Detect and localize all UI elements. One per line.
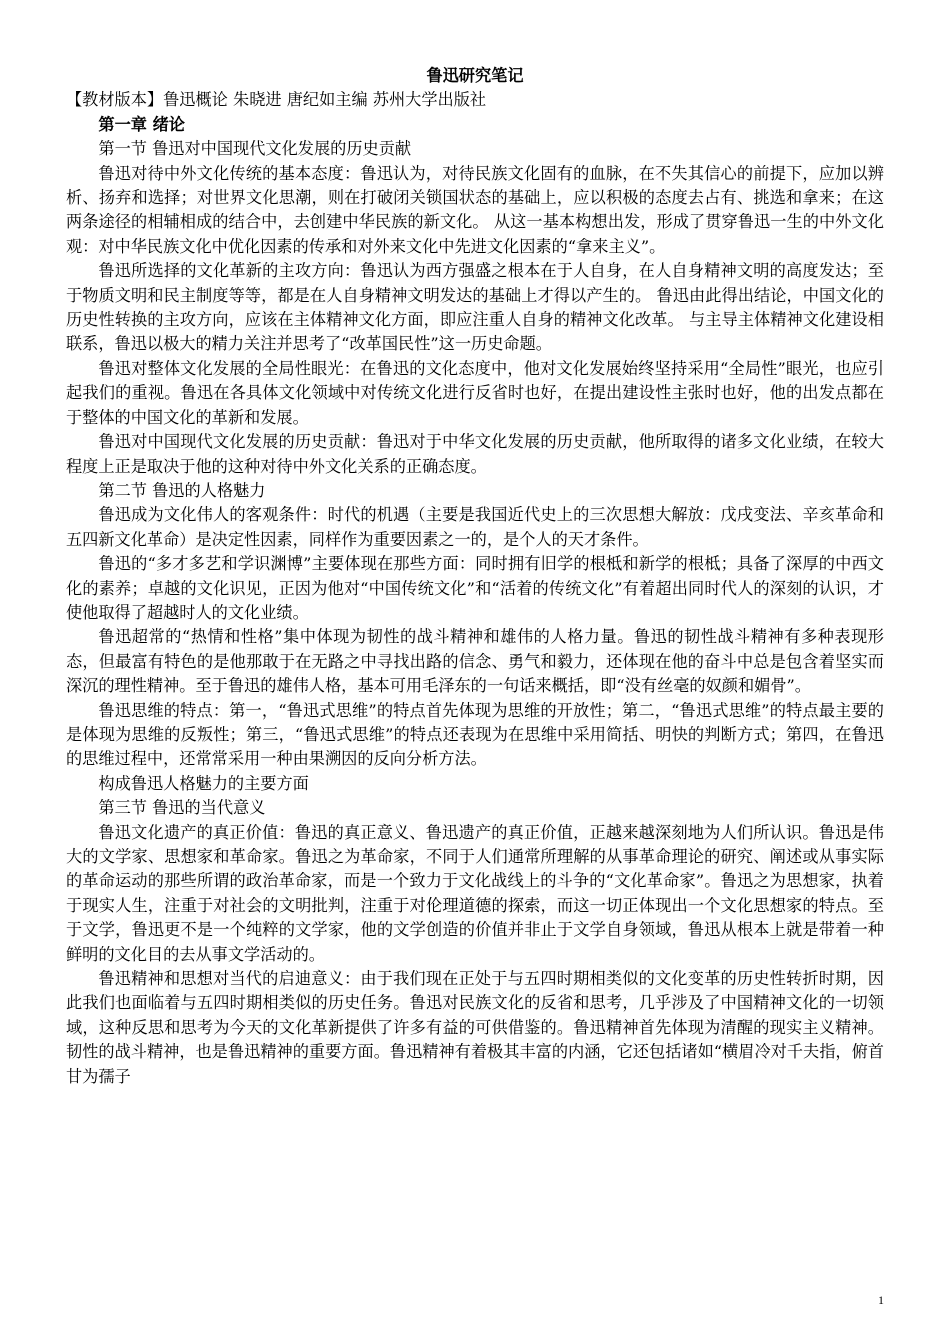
paragraph: 鲁迅超常的“热情和性格”集中体现为韧性的战斗精神和雄伟的人格力量。鲁迅的韧性战斗精神有多种表现形态，但最富有特色的是他那敢于在无路之中寻找出路的信念、勇气和毅力，还体现在他的奋斗中总是包含着坚实而深沉的理性精神。至于鲁迅的雄伟人格，基本可用毛泽东的一句话来概括，即“没有丝毫的奴颜和媚骨”。: [66, 627, 884, 696]
paragraph: 鲁迅成为文化伟人的客观条件：时代的机遇（主要是我国近代史上的三次思想大解放：戊戌变法、辛亥革命和五四新文化革命）是决定性因素，同样作为重要因素之一的，是个人的天才条件。: [66, 505, 884, 549]
paragraph: 鲁迅的“多才多艺和学识渊博”主要体现在那些方面：同时拥有旧学的根柢和新学的根柢；具备了深厚的中西文化的素养；卓越的文化识见，正因为他对“中国传统文化”和“活着的传统文化”有着超出同时代人的深刻的认识，才使他取得了超越时人的文化业绩。: [66, 554, 884, 622]
paragraph: 鲁迅对待中外文化传统的基本态度：鲁迅认为，对待民族文化固有的血脉，在不失其信心的前提下，应加以辨析、扬弃和选择；对世界文化思潮，则在打破闭关锁国状态的基础上，应以积极的态度去占有、挑选和拿来；在这两条途径的相辅相成的结合中，去创建中华民族的新文化。 从这一基本构想出发，形成了贯穿鲁迅一生的中外文化观：对中华民族文化中优化因素的传承和对外来文化中先进文化因素的“拿来主义”。: [66, 163, 884, 256]
paragraph: 鲁迅文化遗产的真正价值：鲁迅的真正意义、鲁迅遗产的真正价值，正越来越深刻地为人们所认识。鲁迅是伟大的文学家、思想家和革命家。鲁迅之为革命家，不同于人们通常所理解的从事革命理论的研究、阐述或从事实际的革命运动的那些所谓的政治革命家，而是一个致力于文化战线上的斗争的“文化革命家”。鲁迅之为思想家，执着于现实人生，注重于对社会的文明批判，注重于对伦理道德的探索，而这一切正体现出一个文化思想家的特点。至于文学，鲁迅更不是一个纯粹的文学家，他的文学创造的价值并非止于文学自身领域，鲁迅从根本上就是带着一种鲜明的文化目的去从事文学活动的。: [66, 822, 884, 964]
page-number: 1: [878, 1293, 884, 1307]
paragraph: 鲁迅对整体文化发展的全局性眼光：在鲁迅的文化态度中，他对文化发展始终坚持采用“全局性”眼光，也应引起我们的重视。鲁迅在各具体文化领域中对传统文化进行反省时也好，在提出建设性主张时也好，他的出发点都在于整体的中国文化的革新和发展。: [66, 358, 884, 427]
section-heading: 第二节 鲁迅的人格魅力: [98, 480, 266, 500]
paragraph: 鲁迅思维的特点：第一，“鲁迅式思维”的特点首先体现为思维的开放性；第二，“鲁迅式思维”的特点最主要的是体现为思维的反叛性；第三，“鲁迅式思维”的特点还表现为在思维中采用简括、明快的判断方式；第四，在鲁迅的思维过程中，还常常采用一种由果溯因的反向分析方法。: [66, 700, 884, 769]
document-body: [66, 64, 884, 1089]
paragraph: 鲁迅对中国现代文化发展的历史贡献：鲁迅对于中华文化发展的历史贡献，他所取得的诸多文化业绩，在较大程度上正是取决于他的这种对待中外文化关系的正确态度。: [66, 432, 884, 476]
paragraph: 构成鲁迅人格魅力的主要方面: [98, 773, 309, 793]
textbook-info: 【教材版本】鲁迅概论 朱晓进 唐纪如主编 苏州大学出版社: [66, 90, 487, 110]
paragraph: 鲁迅精神和思想对当代的启迪意义：由于我们现在正处于与五四时期相类似的文化变革的历史性转折时期，因此我们也面临着与五四时期相类似的历史任务。鲁迅对民族文化的反省和思考，几乎涉及了中国精神文化的一切领域，这种反思和思考为今天的文化革新提供了许多有益的可供借鉴的。鲁迅精神首先体现为清醒的现实主义精神。韧性的战斗精神，也是鲁迅精神的重要方面。鲁迅精神有着极其丰富的内涵，它还包括诸如“横眉冷对千夫指，俯首甘为孺子: [66, 969, 884, 1086]
chapter-heading: 第一章 绪论: [98, 114, 185, 134]
paragraph: 鲁迅所选择的文化革新的主攻方向：鲁迅认为西方强盛之根本在于人自身，在人自身精神文明的高度发达；至于物质文明和民主制度等等，都是在人自身精神文明发达的基础上才得以产生的。 鲁迅由此得出结论，中国文化的历史性转换的主攻方向，应该在主体精神文化方面，即应注重人自身的精神文化改革。 与主导主体精神文化建设相联系，鲁迅以极大的精力关注并思考了“改革国民性”这一历史命题。: [66, 261, 884, 354]
section-heading: 第三节 鲁迅的当代意义: [98, 798, 266, 818]
section-heading: 第一节 鲁迅对中国现代文化发展的历史贡献: [98, 139, 412, 159]
document-title: 鲁迅研究笔记: [426, 66, 524, 85]
